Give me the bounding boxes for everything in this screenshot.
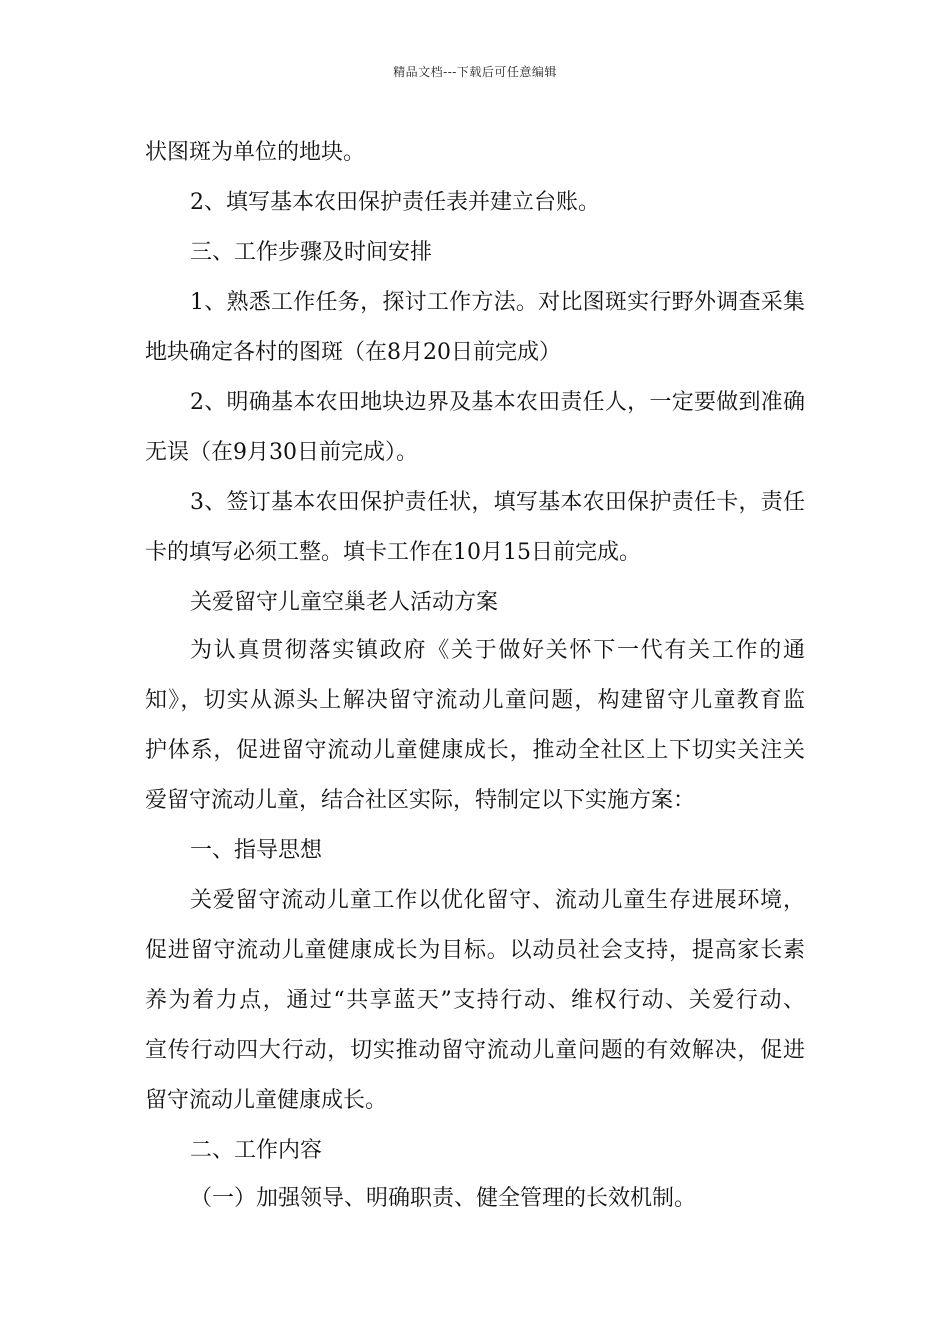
text-line: 宣传行动四大行动，切实推动留守流动儿童问题的有效解决，促进 xyxy=(145,1038,805,1063)
page-header: 精品文档---下载后可任意编辑 xyxy=(393,65,557,79)
text-line: 3、签订基本农田保护责任状，填写基本农田保护责任卡，责任 xyxy=(190,490,805,515)
text-line: 1、熟悉工作任务，探讨工作方法。对比图斑实行野外调查采集 xyxy=(190,290,805,315)
text-line: 养为着力点，通过“共享蓝天”支持行动、维权行动、关爱行动、 xyxy=(145,988,805,1013)
text-line: 为认真贯彻落实镇政府《关于做好关怀下一代有关工作的通 xyxy=(190,638,805,663)
text-line: 知》，切实从源头上解决留守流动儿童问题，构建留守儿童教育监 xyxy=(145,688,805,713)
text-line: （一）加强领导、明确职责、健全管理的长效机制。 xyxy=(190,1186,697,1211)
section-heading: 三、工作步骤及时间安排 xyxy=(190,240,433,265)
text-line: 卡的填写必须工整。填卡工作在10月15日前完成。 xyxy=(145,540,641,565)
text-line: 2、明确基本农田地块边界及基本农田责任人，一定要做到准确 xyxy=(190,390,805,415)
document-title: 关爱留守儿童空巢老人活动方案 xyxy=(190,590,499,615)
text-line: 无误（在9月30日前完成）。 xyxy=(145,440,418,465)
text-line: 护体系，促进留守流动儿童健康成长，推动全社区上下切实关注关 xyxy=(145,738,805,763)
text-line: 留守流动儿童健康成长。 xyxy=(145,1088,388,1113)
text-line: 状图斑为单位的地块。 xyxy=(145,140,366,165)
text-line: 爱留守流动儿童，结合社区实际，特制定以下实施方案： xyxy=(145,788,696,813)
section-heading: 一、指导思想 xyxy=(190,838,323,863)
text-line: 促进留守流动儿童健康成长为目标。以动员社会支持，提高家长素 xyxy=(145,938,805,963)
text-line: 地块确定各村的图斑（在8月20日前完成） xyxy=(145,340,561,365)
text-line: 2、填写基本农田保护责任表并建立台账。 xyxy=(190,190,600,215)
section-heading: 二、工作内容 xyxy=(190,1138,323,1163)
text-line: 关爱留守流动儿童工作以优化留守、流动儿童生存进展环境， xyxy=(190,888,805,913)
